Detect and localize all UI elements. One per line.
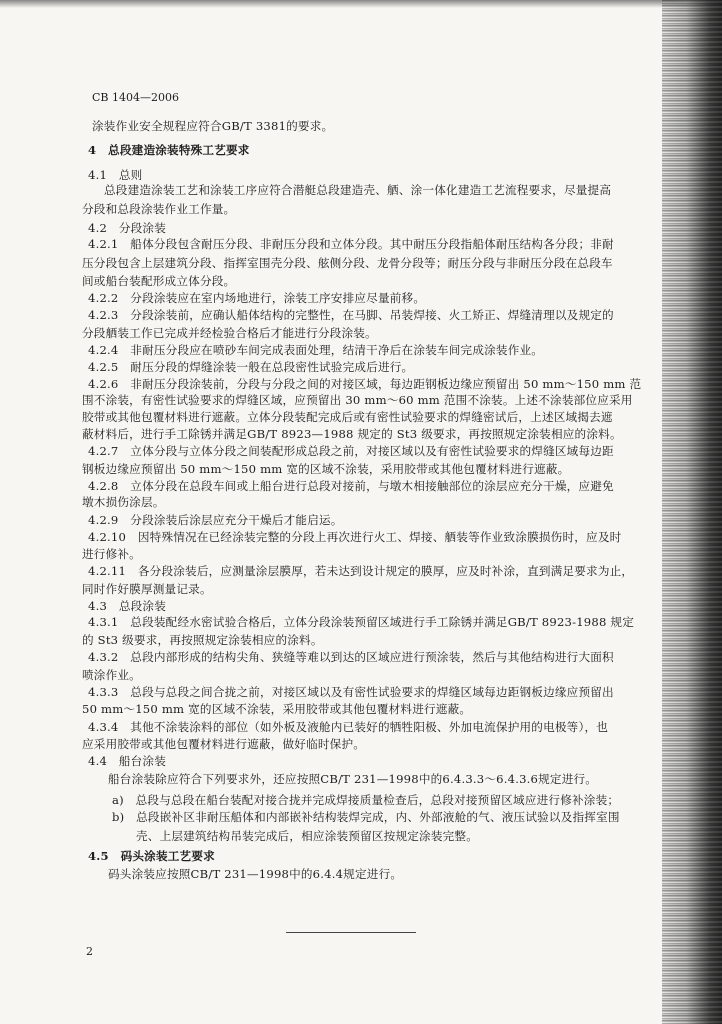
text-line: 4.2.4 非耐压分段应在喷砂车间完成表面处理，结清干净后在涂装车间完成涂装作业。 xyxy=(88,343,544,357)
text-line: 胶带或其他包覆材料进行遮蔽。立体分段装配完成后或有密性试验要求的焊缝密试后，上述区域揭去遮 xyxy=(82,410,613,424)
text-line: 进行修补。 xyxy=(82,547,141,561)
text-line: 喷涂作业。 xyxy=(82,668,141,682)
text-line: 分段和总段涂装作业工作量。 xyxy=(82,202,236,216)
text-line: b) 总段嵌补区非耐压船体和内部嵌补结构装焊完成，内、外部液舱的气、液压试验以及指挥室围 xyxy=(112,810,620,824)
text-line: 4.2.9 分段涂装后涂层应充分干燥后才能启运。 xyxy=(88,513,343,527)
text-line: 4.2 分段涂装 xyxy=(88,221,167,235)
text-line: 涂装作业安全规程应符合GB/T 3381的要求。 xyxy=(92,119,334,133)
text-line: 4.2.10 因特殊情况在已经涂装完整的分段上再次进行火工、焊接、舾装等作业致涂膜损伤时，应及时 xyxy=(88,530,622,544)
text-line: 4 总段建造涂装特殊工艺要求 xyxy=(88,143,250,157)
text-line: 的 St3 级要求，再按照规定涂装相应的涂料。 xyxy=(82,633,323,647)
text-line: 壳、上层建筑结构吊装完成后，相应涂装预留区按规定涂装完整。 xyxy=(136,829,479,843)
text-line: 码头涂装应按照CB/T 231—1998中的6.4.4规定进行。 xyxy=(108,867,403,881)
text-line: 船台涂装除应符合下列要求外，还应按照CB/T 231—1998中的6.4.3.3～6.4.3.6规定进行。 xyxy=(108,772,598,786)
text-line: a) 总段与总段在船台装配对接合拢并完成焊接质量检查后，总段对接预留区域应进行修补涂装； xyxy=(112,793,620,807)
text-line: 4.2.1 船体分段包含耐压分段、非耐压分段和立体分段。其中耐压分段指船体耐压结构各分段；非耐 xyxy=(88,237,614,251)
text-line: 4.2.8 立体分段在总段车间或上船台进行总段对接前，与墩木相接触部位的涂层应充分干燥，应避免 xyxy=(88,479,614,493)
text-line: 50 mm～150 mm 宽的区域不涂装，采用胶带或其他包覆材料进行遮蔽。 xyxy=(82,702,472,716)
text-line: 4.3.4 其他不涂装涂料的部位（如外板及液舱内已装好的牺牲阳极、外加电流保护用的电极等），也 xyxy=(88,720,609,734)
text-line: 4.2.2 分段涂装应在室内场地进行，涂装工序安排应尽量前移。 xyxy=(88,291,426,305)
text-line: 钢板边缘应预留出 50 mm～150 mm 宽的区域不涂装，采用胶带或其他包覆材料进行遮蔽。 xyxy=(82,462,570,476)
text-line: 4.3.1 总段装配经水密试验合格后，立体分段涂装预留区域进行手工除锈并满足GB/T 8923-1988 规定 xyxy=(88,615,635,629)
text-line: 4.2.7 立体分段与立体分段之间装配形成总段之前，对接区域以及有密性试验要求的焊缝区域每边距 xyxy=(88,444,614,458)
scan-binding-edge xyxy=(662,0,722,1024)
text-line: 4.5 码头涂装工艺要求 xyxy=(88,849,215,863)
document-header: CB 1404—2006 xyxy=(92,91,179,104)
text-line: 4.3 总段涂装 xyxy=(88,599,167,613)
text-line: 应采用胶带或其他包覆材料进行遮蔽，做好临时保护。 xyxy=(82,737,366,751)
text-line: 4.2.5 耐压分段的焊缝涂装一般在总段密性试验完成后进行。 xyxy=(88,360,414,374)
text-line: 墩木损伤涂层。 xyxy=(82,495,165,509)
text-line: 4.4 船台涂装 xyxy=(88,754,167,768)
text-line: 同时作好膜厚测量记录。 xyxy=(82,582,212,596)
text-line: 分段舾装工作已完成并经检验合格后才能进行分段涂装。 xyxy=(82,326,377,340)
text-line: 4.3.2 总段内部形成的结构尖角、狭缝等难以到达的区域应进行预涂装，然后与其他结构进行大面积 xyxy=(88,650,614,664)
text-line: 4.2.11 各分段涂装后，应测量涂层膜厚，若未达到设计规定的膜厚，应及时补涂，直到满足要求为止， xyxy=(88,564,634,578)
footer-rule xyxy=(286,932,416,933)
text-line: 总段建造涂装工艺和涂装工序应符合潜艇总段建造壳、舾、涂一体化建造工艺流程要求，尽量提高 xyxy=(104,183,612,197)
page-number: 2 xyxy=(86,945,93,958)
text-line: 4.1 总则 xyxy=(88,168,143,182)
text-line: 压分段包含上层建筑分段、指挥室围壳分段、舷侧分段、龙骨分段等；耐压分段与非耐压分段在总段车 xyxy=(82,256,613,270)
text-line: 4.2.3 分段涂装前，应确认船体结构的完整性，在马脚、吊装焊接、火工矫正、焊缝清理以及规定的 xyxy=(88,308,614,322)
text-line: 蔽材料后，进行手工除锈并满足GB/T 8923—1988 规定的 St3 级要求，再按照规定涂装相应的涂料。 xyxy=(82,427,622,441)
text-line: 间或船台装配形成立体分段。 xyxy=(82,274,236,288)
text-line: 围不涂装，有密性试验要求的焊缝区域，应预留出 30 mm～60 mm 范围不涂装。上述不涂装部位应采用 xyxy=(82,393,633,407)
text-line: 4.3.3 总段与总段之间合拢之前，对接区域以及有密性试验要求的焊缝区域每边距钢板边缘应预留出 xyxy=(88,685,614,699)
text-line: 4.2.6 非耐压分段涂装前，分段与分段之间的对接区域，每边距钢板边缘应预留出 50 mm～150 mm 范 xyxy=(88,377,642,391)
scan-top-shadow xyxy=(0,0,722,8)
